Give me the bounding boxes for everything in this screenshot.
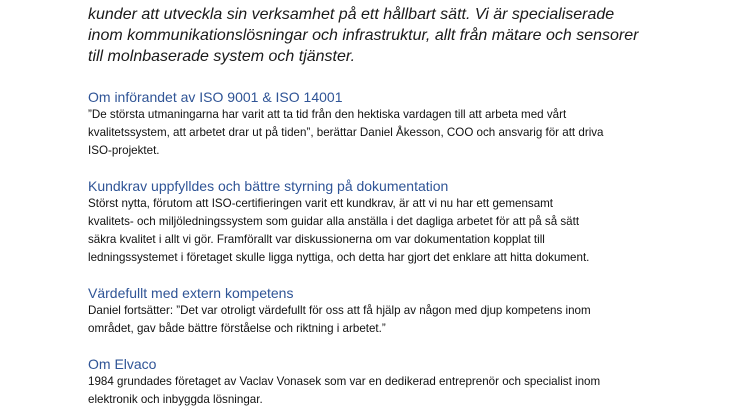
section-body bbox=[88, 195, 728, 267]
body-line: ”De största utmaningarna har varit att ta tid från den hektiska vardagen till att arbeta med vårt bbox=[88, 108, 567, 121]
body-line: kvalitets- och miljöledningssystem som guidar alla anställa i det dagliga arbetet för att på så sätt bbox=[88, 215, 580, 228]
intro-line: kunder att utveckla sin verksamhet på ett hållbart sätt. Vi är specialiserade bbox=[88, 6, 615, 23]
section-heading: Värdefullt med extern kompetens bbox=[88, 285, 294, 301]
body-line: kvalitetssystem, att arbetet drar ut på tiden”, berättar Daniel Åkesson, COO och ansvarig för att driva bbox=[88, 126, 604, 139]
section-about-elvaco bbox=[88, 355, 728, 409]
body-line: området, gav både bättre förståelse och riktning i arbetet.” bbox=[88, 322, 386, 335]
body-line: säkra kvalitet i allt vi gör. Framförallt var diskussionerna om var dokumentation kopplat till bbox=[88, 233, 545, 246]
body-line: 1984 grundades företaget av Vaclav Vonasek som var en dedikerad entreprenör och specialist inom bbox=[88, 375, 601, 388]
intro-line: till molnbaserade system och tjänster. bbox=[88, 48, 356, 65]
body-line: elektronik och inbyggda lösningar. bbox=[88, 393, 263, 406]
body-line: Daniel fortsätter: ”Det var otroligt värdefullt för oss att få hjälp av någon med djup kompetens inom bbox=[88, 304, 591, 317]
section-heading: Om införandet av ISO 9001 & ISO 14001 bbox=[88, 89, 343, 105]
section-external-competence bbox=[88, 284, 728, 338]
section-heading: Kundkrav uppfylldes och bättre styrning på dokumentation bbox=[88, 178, 449, 194]
body-line: ISO-projektet. bbox=[88, 144, 160, 157]
body-line: ledningssystemet i företaget skulle ligga nyttiga, och detta har gjort det enklare att hitta dokument. bbox=[88, 251, 590, 264]
body-line: Störst nytta, förutom att ISO-certifieringen varit ett kundkrav, är att vi nu har ett gemensamt bbox=[88, 197, 554, 210]
section-body bbox=[88, 373, 728, 409]
section-iso-introduction bbox=[88, 88, 728, 160]
section-heading: Om Elvaco bbox=[88, 356, 157, 372]
intro-paragraph bbox=[88, 4, 728, 67]
section-body bbox=[88, 106, 728, 160]
intro-line: inom kommunikationslösningar och infrastruktur, allt från mätare och sensorer bbox=[88, 27, 639, 44]
section-customer-requirements bbox=[88, 177, 728, 267]
section-body bbox=[88, 302, 728, 338]
